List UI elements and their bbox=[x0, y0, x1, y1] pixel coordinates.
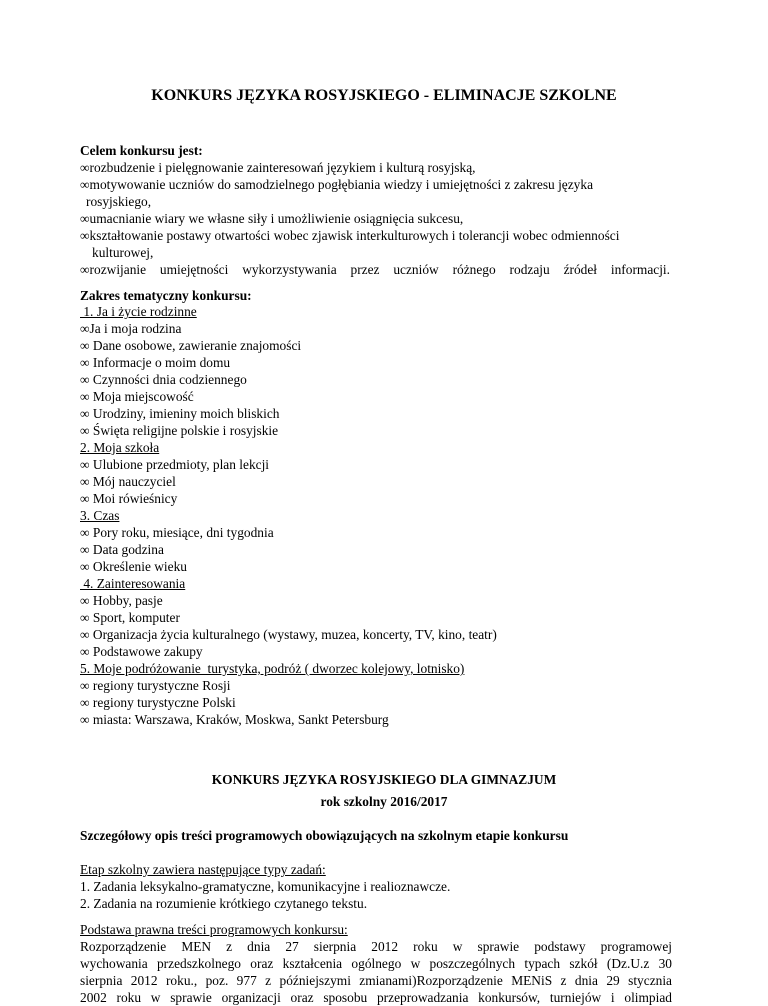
scope-item: ∞ Urodziny, imieniny moich bliskich bbox=[80, 406, 280, 421]
goal-item: ∞motywowanie uczniów do samodzielnego pogłębiania wiedzy i umiejętności z zakresu języka bbox=[80, 177, 594, 192]
goal-item: ∞kształtowanie postawy otwartości wobec zjawisk interkulturowych i tolerancji wobec odmienności bbox=[80, 228, 620, 243]
scope-item: ∞ Moja miejscowość bbox=[80, 389, 194, 404]
scope-item: ∞ Mój nauczyciel bbox=[80, 474, 176, 489]
legal-text-line: Rozporządzenie MEN z dnia 27 sierpnia 2012 roku w sprawie podstawy programowej bbox=[80, 939, 672, 954]
scope-section-5: 5. Moje podróżowanie turystyka, podróż ( dworzec kolejowy, lotnisko) bbox=[80, 661, 465, 676]
scope-item: ∞Ja i moja rodzina bbox=[80, 321, 182, 336]
goal-item: ∞rozbudzenie i pielęgnowanie zainteresowań językiem i kulturą rosyjską, bbox=[80, 160, 476, 175]
legal-text-line: 2002 roku w sprawie organizacji oraz sposobu przeprowadzania konkursów, turniejów i olimpiad bbox=[80, 990, 672, 1005]
school-year: rok szkolny 2016/2017 bbox=[320, 794, 448, 809]
stage-heading: Etap szkolny zawiera następujące typy zadań: bbox=[80, 862, 326, 877]
goal-item-continuation: rosyjskiego, bbox=[86, 194, 152, 209]
scope-section-4: 4. Zainteresowania bbox=[80, 576, 186, 591]
goal-item-continuation: kulturowej, bbox=[92, 245, 154, 260]
goal-item: ∞rozwijanie umiejętności wykorzystywania przez uczniów różnego rodzaju źródeł informacji. bbox=[80, 262, 670, 277]
legal-text-line: wychowania przedszkolnego oraz kształcenia ogólnego w poszczególnych typach szkół (Dz.U.z 30 bbox=[80, 956, 672, 971]
scope-item: ∞ Czynności dnia codziennego bbox=[80, 372, 247, 387]
details-heading: Szczegółowy opis treści programowych obowiązujących na szkolnym etapie konkursu bbox=[80, 828, 569, 843]
second-title: KONKURS JĘZYKA ROSYJSKIEGO DLA GIMNAZJUM bbox=[211, 772, 557, 787]
stage-item: 2. Zadania na rozumienie krótkiego czytanego tekstu. bbox=[80, 896, 368, 911]
legal-heading: Podstawa prawna treści programowych konkursu: bbox=[80, 922, 348, 937]
main-title: KONKURS JĘZYKA ROSYJSKIEGO - ELIMINACJE SZKOLNE bbox=[151, 87, 617, 104]
scope-item: ∞ regiony turystyczne Rosji bbox=[80, 678, 231, 693]
scope-heading: Zakres tematyczny konkursu: bbox=[80, 288, 252, 303]
scope-item: ∞ Dane osobowe, zawieranie znajomości bbox=[80, 338, 302, 353]
scope-item: ∞ Pory roku, miesiące, dni tygodnia bbox=[80, 525, 274, 540]
legal-text-line: sierpnia 2012 roku., poz. 977 z późniejszymi zmianami)Rozporządzenie MENiS z dnia 29 stycznia bbox=[80, 973, 672, 988]
scope-item: ∞ Informacje o moim domu bbox=[80, 355, 231, 370]
scope-item: ∞ Podstawowe zakupy bbox=[80, 644, 203, 659]
scope-item: ∞ Określenie wieku bbox=[80, 559, 187, 574]
scope-section-1: 1. Ja i życie rodzinne bbox=[80, 304, 197, 319]
scope-item: ∞ Ulubione przedmioty, plan lekcji bbox=[80, 457, 270, 472]
scope-item: ∞ Moi rówieśnicy bbox=[80, 491, 178, 506]
scope-item: ∞ Organizacja życia kulturalnego (wystawy, muzea, koncerty, TV, kino, teatr) bbox=[80, 627, 497, 642]
scope-item: ∞ Święta religijne polskie i rosyjskie bbox=[80, 423, 279, 438]
scope-item: ∞ Data godzina bbox=[80, 542, 164, 557]
scope-item: ∞ Hobby, pasje bbox=[80, 593, 163, 608]
scope-section-3: 3. Czas bbox=[80, 508, 120, 523]
scope-item: ∞ regiony turystyczne Polski bbox=[80, 695, 236, 710]
goal-item: ∞umacnianie wiary we własne siły i umożliwienie osiągnięcia sukcesu, bbox=[80, 211, 464, 226]
scope-item: ∞ miasta: Warszawa, Kraków, Moskwa, Sankt Petersburg bbox=[80, 712, 389, 727]
goals-heading: Celem konkursu jest: bbox=[80, 143, 203, 158]
stage-item: 1. Zadania leksykalno-gramatyczne, komunikacyjne i realioznawcze. bbox=[80, 879, 451, 894]
scope-section-2: 2. Moja szkoła bbox=[80, 440, 160, 455]
scope-item: ∞ Sport, komputer bbox=[80, 610, 180, 625]
